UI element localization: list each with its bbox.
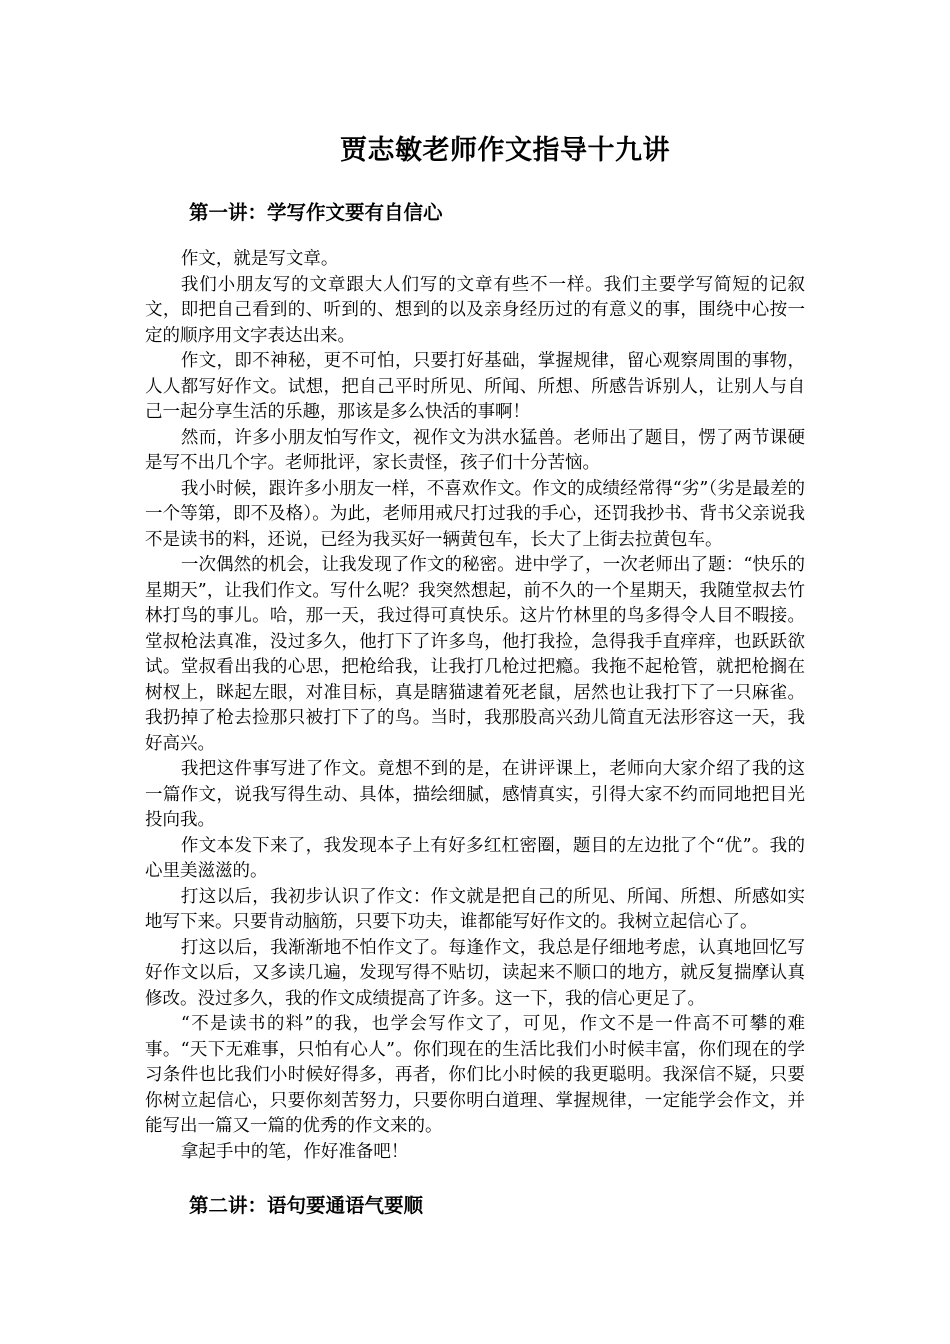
paragraph: 拿起手中的笔，作好准备吧！ — [180, 1141, 409, 1162]
lecture-1-heading: 第一讲：学写作文要有自信心 — [189, 201, 443, 224]
paragraph: “不是读书的料”的我，也学会写作文了，可见，作文不是一件高不可攀的难事。“天下无难事，只怕有心人”。你们现在的生活比我们小时候丰富，你们现在的学习条件也比我们小时候好得多，再者，你们比小时候的我更聪明。我深信不疑，只要你树立起信心，只要你刻苦努力，只要你明白道理、掌握规律，一定能学会作文，并能写出一篇又一篇的优秀的作文来的。 — [145, 1014, 805, 1136]
paragraph: 一次偶然的机会，让我发现了作文的秘密。进中学了，一次老师出了题：“快乐的星期天”，让我们作文。写什么呢？我突然想起，前不久的一个星期天，我随堂叔去竹林打鸟的事儿。哈，那一天，我过得可真快乐。这片竹林里的鸟多得令人目不暇接。堂叔枪法真准，没过多久，他打下了许多鸟，他打我捡，急得我手直痒痒，也跃跃欲试。堂叔看出我的心思，把枪给我，让我打几枪过把瘾。我拖不起枪管，就把枪搁在树杈上，眯起左眼，对准目标，真是瞎猫逮着死老鼠，居然也让我打下了一只麻雀。我扔掉了枪去捡那只被打下了的鸟。当时，我那股高兴劲儿简直无法形容这一天，我好高兴。 — [145, 555, 805, 754]
paragraph: 我把这件事写进了作文。竟想不到的是，在讲评课上，老师向大家介绍了我的这一篇作文，说我写得生动、具体，描绘细腻，感情真实，引得大家不约而同地把目光投向我。 — [145, 759, 805, 830]
paragraph: 我小时候，跟许多小朋友一样，不喜欢作文。作文的成绩经常得“劣”（劣是最差的一个等第，即不及格）。为此，老师用戒尺打过我的手心，还罚我抄书、背书父亲说我不是读书的料，还说，已经为我买好一辆黄包车，长大了上街去拉黄包车。 — [145, 478, 805, 550]
paragraph: 打这以后，我初步认识了作文：作文就是把自己的所见、所闻、所想、所感如实地写下来。只要肯动脑筋，只要下功夫，谁都能写好作文的。我树立起信心了。 — [145, 886, 805, 932]
paragraph: 作文本发下来了，我发现本子上有好多红杠密圈，题目的左边批了个“优”。我的心里美滋滋的。 — [145, 835, 805, 881]
lecture-1-body — [145, 247, 805, 1165]
paragraph: 作文，即不神秘，更不可怕，只要打好基础，掌握规律，留心观察周围的事物，人人都写好作文。试想，把自己平时所见、所闻、所想、所感告诉别人，让别人与自己一起分享生活的乐趣，那该是多么快活的事啊！ — [145, 351, 805, 422]
document-title: 贾志敏老师作文指导十九讲 — [340, 135, 670, 166]
paragraph: 然而，许多小朋友怕写作文，视作文为洪水猛兽。老师出了题目，愣了两节课硬是写不出几个字。老师批评，家长责怪，孩子们十分苦恼。 — [145, 427, 805, 473]
paragraph: 我们小朋友写的文章跟大人们写的文章有些不一样。我们主要学写简短的记叙文，即把自己看到的、听到的、想到的以及亲身经历过的有意义的事，围绕中心按一定的顺序用文字表达出来。 — [145, 274, 805, 346]
paragraph: 作文，就是写文章。 — [180, 249, 339, 269]
lecture-2-heading: 第二讲：语句要通语气要顺 — [189, 1194, 424, 1217]
paragraph: 打这以后，我渐渐地不怕作文了。每逢作文，我总是仔细地考虑，认真地回忆写好作文以后，又多读几遍，发现写得不贴切，读起来不顺口的地方，就反复揣摩认真修改。没过多久，我的作文成绩提高了许多。这一下，我的信心更足了。 — [145, 937, 805, 1009]
